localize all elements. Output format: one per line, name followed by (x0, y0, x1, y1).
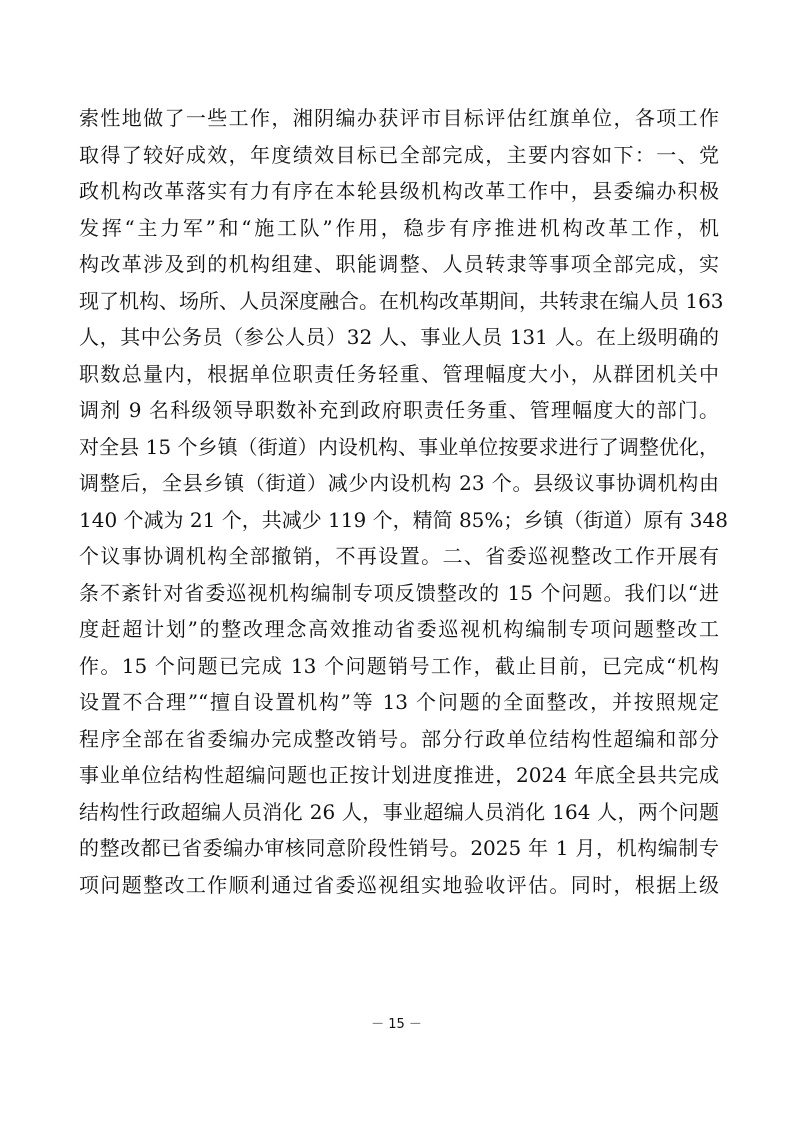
text-line: 取得了较好成效，年度绩效目标已全部完成，主要内容如下：一、党 (79, 142, 719, 167)
body-text (79, 100, 728, 903)
text-line: 发挥“主力军”和“施工队”作用，稳步有序推进机构改革工作，机 (79, 215, 719, 240)
text-line: 索性地做了一些工作，湘阴编办获评市目标评估红旗单位，各项工作 (79, 106, 719, 130)
text-line: 项问题整改工作顺利通过省委巡视组实地验收评估。同时，根据上级 (79, 872, 719, 897)
text-line: 设置不合理”“擅自设置机构”等 13 个问题的全面整改，并按照规定 (79, 690, 719, 714)
text-line: 现了机构、场所、人员深度融合。在机构改革期间，共转隶在编人员 163 (79, 288, 724, 313)
text-line: 条不紊针对省委巡视机构编制专项反馈整改的 15 个问题。我们以“进 (79, 580, 719, 605)
text-line: 人，其中公务员（参公人员）32 人、事业人员 131 人。在上级明确的 (79, 325, 719, 349)
text-line: 作。15 个问题已完成 13 个问题销号工作，截止目前，已完成“机构 (79, 653, 719, 678)
text-line: 构改革涉及到的机构组建、职能调整、人员转隶等事项全部完成，实 (79, 252, 719, 276)
text-line: 140 个减为 21 个，共减少 119 个，精简 85%；乡镇（街道）原有 348 (79, 507, 728, 532)
text-line: 调剂 9 名科级领导职数补充到政府职责任务重、管理幅度大的部门。 (79, 398, 719, 422)
text-line: 调整后，全县乡镇（街道）减少内设机构 23 个。县级议事协调机构由 (79, 471, 719, 495)
page-number: － 15 － (371, 1017, 422, 1032)
text-line: 度赶超计划”的整改理念高效推动省委巡视机构编制专项问题整改工 (79, 617, 719, 641)
text-line: 职数总量内，根据单位职责任务轻重、管理幅度大小，从群团机关中 (79, 361, 719, 386)
text-line: 政机构改革落实有力有序在本轮县级机构改革工作中，县委编办积极 (79, 179, 719, 203)
text-line: 个议事协调机构全部撤销，不再设置。二、省委巡视整改工作开展有 (79, 544, 719, 568)
text-line: 的整改都已省委编办审核同意阶段性销号。2025 年 1 月，机构编制专 (79, 836, 719, 860)
text-line: 结构性行政超编人员消化 26 人，事业超编人员消化 164 人，两个问题 (79, 799, 719, 824)
text-line: 事业单位结构性超编问题也正按计划进度推进，2024 年底全县共完成 (79, 763, 719, 787)
text-line: 对全县 15 个乡镇（街道）内设机构、事业单位按要求进行了调整优化， (79, 434, 719, 459)
text-line: 程序全部在省委编办完成整改销号。部分行政单位结构性超编和部分 (79, 726, 719, 751)
